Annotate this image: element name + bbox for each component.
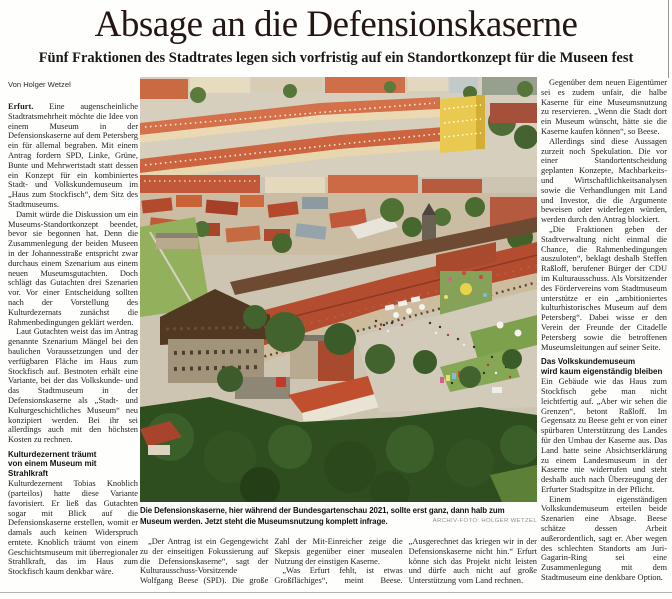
subhead-line: von einem Museum mit Strahlkraft [8, 459, 97, 478]
paragraph: „Was Erfurt fehlt, ist etwas Großflächiges“, meint Beese. „Ausgerechnet das kriegen wir in der Defensionskaserne nicht hin.“ Erfurt könne sich das Projekt nicht leisten und dürfe auch nicht auf große Unterstützung vom Land rechnen. [274, 537, 537, 586]
paragraph: Allerdings sind diese Aussagen zurzeit noch Spekulation. Die vor einer Standortentscheidung geplanten Konzepte, Machbarkeits- und Wirtschaftlichkeitsanalysen sowie die Verhandlungen mit Land und Investor, die die Argumente beweisen oder widerlegen würden, werden durch den Antrag blockiert. [541, 136, 667, 225]
dateline-lead: Erfurt. [8, 102, 34, 111]
article-photo [140, 77, 537, 502]
article-subtitle: Fünf Fraktionen des Stadtrates legen sich vorfristig auf ein Standortkonzept für die Museen fest [38, 50, 634, 66]
photo-caption-text: Die Defensionskaserne, hier während der Bundesgartenschau 2021, sollte erst ganz, dann halb zum Museum werden. Jetzt steht die Museumsnutzung komplett infrage. [140, 506, 505, 526]
continuation-columns [140, 537, 537, 591]
article-headline: Absage an die Defensionskaserne [94, 4, 578, 45]
paragraph: Laut Gutachten weist das im Antrag genannte Szenarium Mängel bei den baulichen Voraussetzungen und der verfügbaren Fläche im Haus zum Stockfisch auf. Bestnoten erhält eine Variante, bei der das Volkskunde- und das Stadtmuseum in der Defensionskaserne als „Stadt- und Kulturgeschichtliches Museum“ neu konzipiert werden. Bei ihr sei allerdings auch mit den höchsten Kosten zu rechnen. [8, 327, 138, 445]
text-column-5 [541, 78, 667, 583]
paragraph: Ein Gebäude wie das Haus zum Stockfisch gebe man nicht leichtfertig auf. „Aber wir sehen die Grenzen“, betont Raßloff. Im Gegensatz zu Beese geht er von einer spürbaren Unterstützung des Landes für den Umbau der Kaserne aus. Das Land hatte seine Absichtserklärung zu einem Landesmuseum in der Kaserne nie widerrufen und steht deshalb auch nach Überzeugung der Erfurter Stadtspitze in der Pflicht. [541, 377, 667, 494]
column-divider-rule [668, 0, 669, 78]
paragraph [8, 102, 138, 210]
paragraph: Gegenüber dem neuen Eigentümer sei es zudem unfair, die halbe Kaserne für eine Museumsnutzung zu reservieren. „Wenn die Stadt dort ein Museum wünscht, hätte sie die Kaserne kaufen können“, so Beese. [541, 78, 667, 136]
paragraph-text: Eine augenscheinliche Stadtratsmehrheit möchte die Idee von einem Museum in der Defensionskaserne auf dem Petersberg ein für allemal begraben. Mit einem Antrag fordern SPD, Linke, Grüne, Bunte und Mehrwertstadt statt dessen ein Konzept für ein kombiniertes Stadt- und Volkskundemuseum im „Haus zum Stockfisch“, dem Sitz des Stadtmuseums. [8, 102, 138, 209]
paragraph: Kulturdezernent Tobias Knoblich (parteilos) hatte diese Variante favorisiert. Er ließ das Gutachten sogar mit Blick auf die Defensionskaserne erstellen, womit er damals auch keinen Widerspruch erntete. Knoblich träumt von einem Geschichtsmuseum mit überregionaler Strahlkraft, das im Haus zum Stockfisch kaum denkbar wäre. [8, 479, 138, 577]
section-subhead [541, 357, 667, 376]
paragraph: Damit würde die Diskussion um ein Museums-Standortkonzept beendet, bevor sie begonnen hat. Denn die Zusammenlegung der beiden Museen in der Johannesstraße entspricht zwar durchaus einem Szenarium aus einem neuen Museumsgutachten. Doch schlägt das Gutachten drei Szenarien vor. Vor einer Entscheidung sollten nach der Vorstellung des Kulturdezernats zunächst die Rahmenbedingungen geklärt werden. [8, 209, 138, 327]
subhead-line: wird kaum eigenständig bleiben [541, 366, 663, 376]
article-byline: Von Holger Wetzel [8, 80, 71, 89]
paragraph: „Die Fraktionen geben der Stadtverwaltung nicht einmal die Chance, die Rahmenbedingungen auszuloten“, beklagt deshalb Steffen Raßloff, berufener Bürger der CDU im Kulturausschuss. Als Vorsitzender des Fördervereins vom Stadtmuseum unterstütze er ein „ambitioniertes kulturhistorisches Museum auf dem Petersberg“. Dabei wisse er den Verein der Freunde der Citadelle Petersberg sowie die betroffenen Museumsleitungen auf seiner Seite. [541, 224, 667, 352]
section-subhead [8, 450, 138, 478]
subhead-line: Das Volkskundemuseum [541, 357, 636, 367]
paragraph: Einem eigenständigen Volkskundemuseum erteilen beide Szenarien eine Absage. Beese schätze dessen Arbeit außerordentlich, sagt er. Aber wegen des schlechten Standorts am Juri-Gagarin-Ring sei eine Zusammenlegung mit dem Stadtmuseum eine denkbare Option. [541, 494, 667, 583]
photo-caption [140, 506, 537, 527]
text-column-1 [8, 102, 138, 577]
paragraph: „Der Antrag ist ein Gegengewicht zu der einseitigen Fokussierung auf die Defensionskaserne“, sagt der Kulturausschuss-Vorsitzende Wolfgang Beese (SPD). Die große Zahl der Mit-Einreicher zeige die Skepsis gegenüber einer musealen Nutzung der einstigen Kaserne. [140, 537, 403, 586]
subhead-line: Kulturdezernent träumt [8, 449, 97, 459]
article-bottom-rule [0, 592, 672, 593]
photo-credit: ARCHIV-FOTO: HOLGER WETZEL [432, 517, 537, 524]
aerial-photo-illustration [140, 77, 537, 502]
